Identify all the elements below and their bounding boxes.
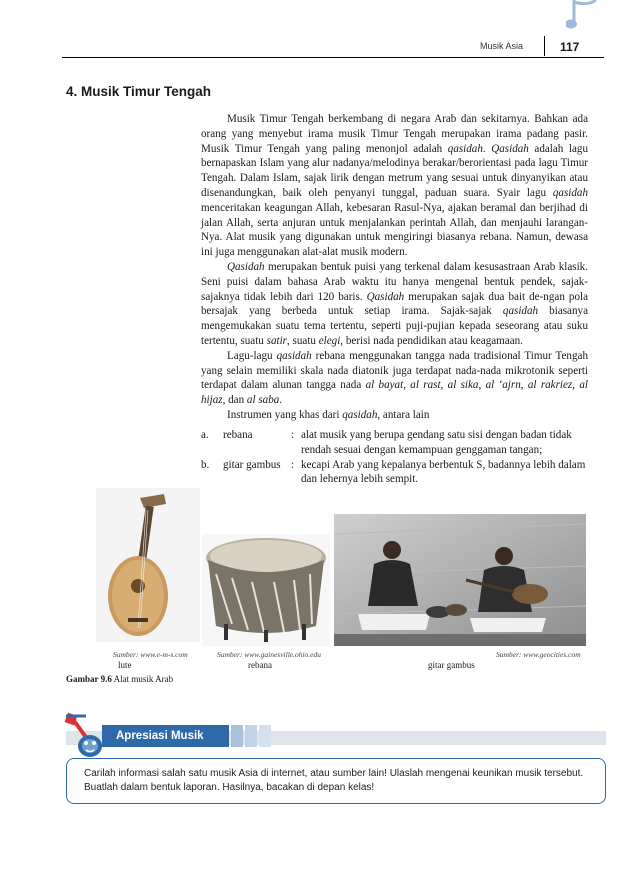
text-run: merupakan sajak dua bait de-ngan pola bersajak yang berbeda untuk setiap irama. Sajak-sajak (201, 290, 589, 318)
rebana-source: Sumber: www.gainesville.ohio.edu (217, 650, 322, 659)
list-colon: : (291, 458, 295, 471)
gambus-photo (334, 514, 586, 646)
gambus-caption: gitar gambus (428, 660, 475, 670)
section-title: 4. Musik Timur Tengah (66, 84, 212, 99)
italic-term: qasidah (447, 142, 483, 155)
lute-caption: lute (118, 660, 132, 670)
page-number: 117 (560, 40, 580, 54)
text-run: . (279, 394, 283, 407)
apresiasi-text: Carilah informasi salah satu musik Asia di internet, atau sumber lain! Ulaslah mengenai keunikan musik tersebut. Buatlah dalam bentuk laporan. Hasilnya, bacakan di depan kelas! (84, 768, 584, 793)
text-run: , dan (222, 394, 247, 407)
chapter-label: Musik Asia (480, 41, 524, 51)
italic-term: Qasidah (491, 142, 529, 155)
list-description: kecapi Arab yang kepalanya berbentuk S, badannya lebih dalam dan lehernya lebih sempit. (301, 458, 586, 486)
music-note-decoration-icon (566, 0, 606, 41)
apresiasi-square (259, 725, 271, 747)
text-run: merupakan bentuk puisi yang terkenal dalam kesusastraan Arab klasik. Seni puisi dalam bahasa Arab waktu itu hanya mengenal bentuk pendek, sajak-sajaknya tidak lebih dari 120 baris. (201, 260, 588, 303)
text-run: rebana menggunakan tangga nada tradisional Timur Tengah yang selain memiliki skala nada diatonik juga terdapat nada-nada mikrotonik seperti terdapat dalam alunan tangga nada (201, 349, 588, 392)
italic-term: qasidah (552, 186, 588, 199)
italic-term: al ‘ajrn (485, 379, 521, 392)
italic-term: qasidah (342, 408, 378, 421)
rebana-caption: rebana (248, 660, 272, 670)
text-run: biasanya mengemukakan suatu tema tertentu, seperti puji-pujian kepada seseorang atau suku tertentu, suatu (201, 305, 588, 347)
list-item (201, 458, 588, 488)
apresiasi-label: Apresiasi Musik (102, 725, 229, 747)
text-run: , (403, 379, 411, 392)
italic-term: qasidah (502, 305, 539, 318)
italic-term: Qasidah (227, 260, 265, 273)
text-run: , antara lain (377, 408, 430, 421)
paragraph (201, 112, 588, 260)
list-marker: a. (201, 429, 209, 441)
italic-term: al saba (246, 394, 280, 407)
lute-photo (96, 488, 200, 642)
list-marker: b. (201, 458, 210, 471)
text-run: , berisi nada pendidikan atau keagamaan. (340, 334, 523, 347)
header-separator (544, 36, 545, 56)
text-run: adalah lagu bernapaskan Islam yang alur nadanya/melodinya berakar/berorientasi pada lagu Timur Tengah. Dalam Islam, sajak lirik dengan metrum yang sesuai untuk dinyanyikan atau disenandungkan, baik oleh penyanyi tunggal, paduan suara. Syair lagu (201, 142, 588, 199)
italic-term: satir (266, 334, 287, 347)
paragraph (201, 349, 588, 408)
figure-caption (66, 674, 173, 684)
list-term: gitar gambus (223, 458, 281, 471)
header-rule (62, 57, 604, 58)
italic-term: al hijaz (201, 379, 588, 407)
figure-label: Gambar 9.6 (66, 674, 112, 684)
text-run: Musik Timur Tengah berkembang di negara Arab dan sekitarnya. Bahkan ada orang yang menyebut irama musik Timur Tengah merupakan irama padang pasir. Musik Timur Tengah yang paling menonjol adalah (201, 113, 588, 155)
italic-term: al sika (447, 379, 479, 392)
apresiasi-square (245, 725, 257, 747)
italic-term: al rast (410, 379, 441, 392)
list-description: alat musik yang berupa gendang satu sisi dengan badan tidak rendah sesuai dengan kemampuan genggaman tangan; (301, 429, 572, 456)
text-run: , (478, 379, 486, 392)
list-item (201, 428, 588, 458)
paragraph (201, 260, 588, 349)
body-text (201, 112, 588, 423)
text-run: , (572, 379, 580, 392)
rebana-photo (202, 534, 330, 646)
text-run: , (440, 379, 448, 392)
italic-term: qasidah (276, 349, 312, 362)
text-run: , suatu (286, 334, 319, 347)
text-run: menceritakan keagungan Allah, kebesaran Rasul-Nya, ajakan beramal dan berjihad di jalan Allah, serta anjuran untuk menjalankan perintah Allah, dan menjauhi larangan-Nya. Alat musik yang digunakan untuk mengiringi biasanya rebana. Namun, dewasa ini juga menggunakan alat-alat musik modern. (201, 201, 588, 259)
list-term: rebana (223, 429, 253, 441)
italic-term: al rakriez (527, 379, 573, 392)
list-colon: : (291, 429, 295, 441)
italic-term: al bayat (365, 379, 404, 392)
italic-term: elegi (318, 334, 341, 347)
text-run: Instrumen yang khas dari (227, 408, 343, 421)
instrument-list (201, 428, 588, 487)
italic-term: Qasidah (366, 290, 405, 303)
figure-title: Alat musik Arab (113, 674, 174, 684)
lute-source: Sumber: www.e-m-s.com (113, 650, 188, 659)
text-run: , (520, 379, 528, 392)
apresiasi-square (231, 725, 243, 747)
gambus-source: Sumber: www.geocities.com (496, 650, 581, 659)
text-run: . (482, 142, 492, 155)
text-run: Lagu-lagu (227, 349, 277, 362)
paragraph (201, 408, 588, 423)
